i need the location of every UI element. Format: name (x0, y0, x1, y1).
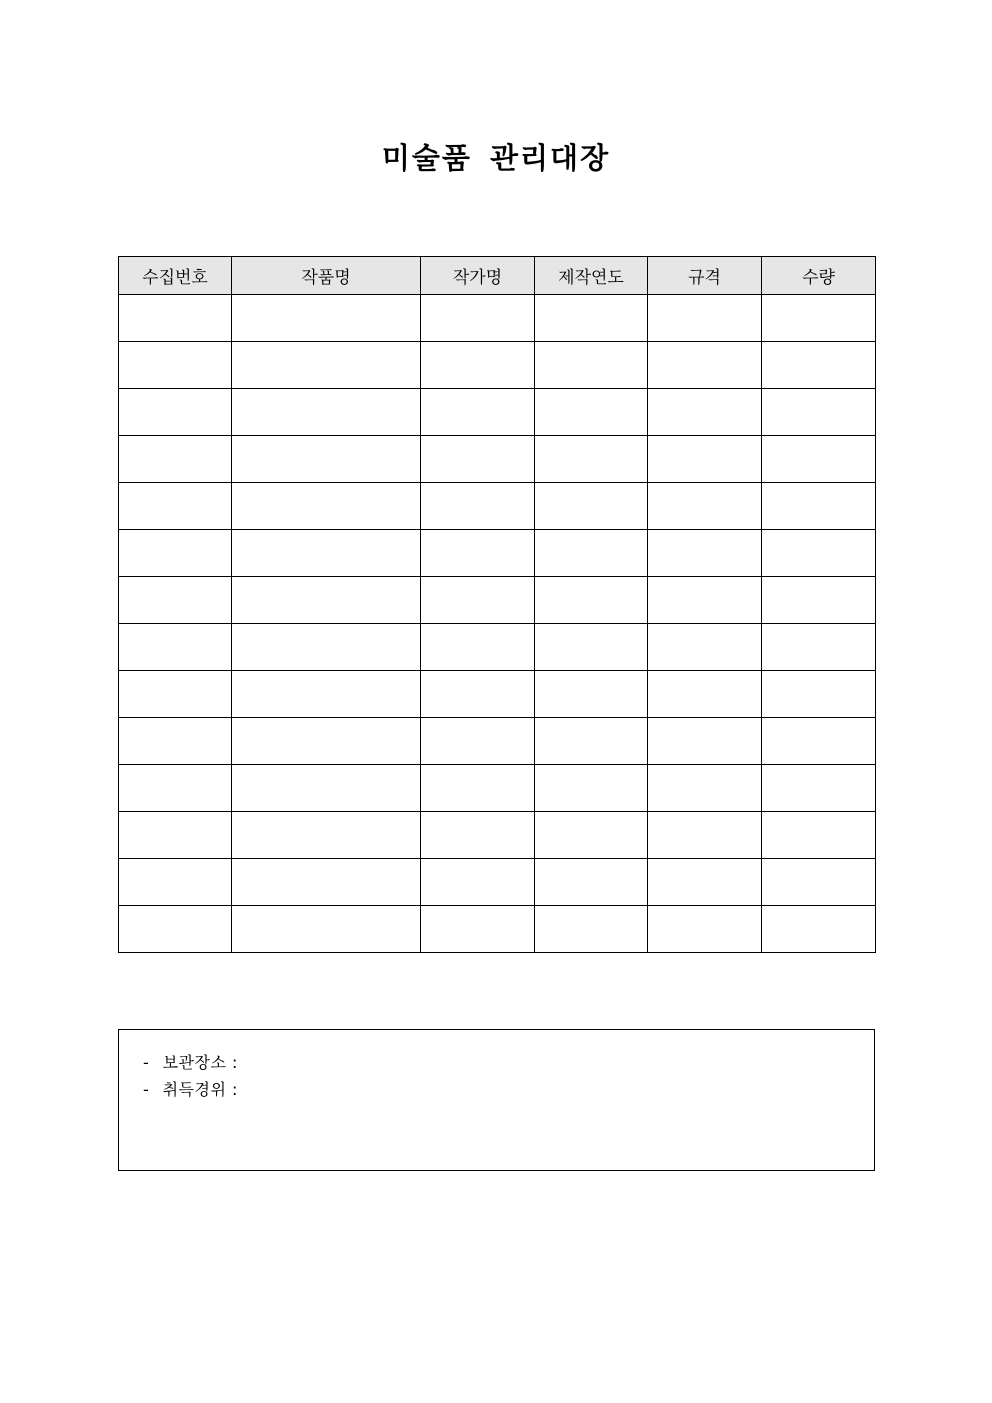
table-cell[interactable] (421, 765, 535, 812)
table-row (119, 577, 876, 624)
table-cell[interactable] (232, 906, 421, 953)
table-row (119, 859, 876, 906)
table-cell[interactable] (232, 624, 421, 671)
table-row (119, 389, 876, 436)
table-cell[interactable] (232, 577, 421, 624)
table-row (119, 295, 876, 342)
table-row (119, 483, 876, 530)
table-cell[interactable] (762, 577, 876, 624)
table-cell[interactable] (648, 295, 762, 342)
table-cell[interactable] (535, 483, 648, 530)
header-artist-name: 작가명 (421, 257, 535, 295)
table-cell[interactable] (535, 342, 648, 389)
table-cell[interactable] (232, 483, 421, 530)
table-cell[interactable] (232, 436, 421, 483)
table-cell[interactable] (535, 624, 648, 671)
table-cell[interactable] (648, 671, 762, 718)
table-cell[interactable] (648, 718, 762, 765)
table-cell[interactable] (535, 718, 648, 765)
table-cell[interactable] (535, 530, 648, 577)
table-cell[interactable] (119, 483, 232, 530)
table-cell[interactable] (421, 295, 535, 342)
table-cell[interactable] (535, 906, 648, 953)
bullet-dash: - (143, 1053, 150, 1072)
page-title: 미술품 관리대장 (381, 141, 611, 175)
table-cell[interactable] (119, 342, 232, 389)
table-cell[interactable] (762, 812, 876, 859)
table-cell[interactable] (648, 812, 762, 859)
table-cell[interactable] (762, 530, 876, 577)
table-cell[interactable] (535, 671, 648, 718)
table-cell[interactable] (421, 812, 535, 859)
table-cell[interactable] (648, 577, 762, 624)
table-cell[interactable] (535, 859, 648, 906)
table-cell[interactable] (421, 483, 535, 530)
table-cell[interactable] (232, 765, 421, 812)
table-cell[interactable] (648, 530, 762, 577)
table-cell[interactable] (535, 812, 648, 859)
table-row (119, 765, 876, 812)
table-cell[interactable] (762, 624, 876, 671)
table-row (119, 624, 876, 671)
table-cell[interactable] (232, 295, 421, 342)
header-artwork-name: 작품명 (232, 257, 421, 295)
table-cell[interactable] (535, 295, 648, 342)
table-cell[interactable] (119, 765, 232, 812)
table-cell[interactable] (421, 577, 535, 624)
table-cell[interactable] (762, 342, 876, 389)
table-cell[interactable] (232, 718, 421, 765)
table-row (119, 906, 876, 953)
art-ledger-table (118, 256, 876, 953)
table-cell[interactable] (421, 671, 535, 718)
table-cell[interactable] (648, 342, 762, 389)
table-row (119, 812, 876, 859)
table-cell[interactable] (119, 577, 232, 624)
table-cell[interactable] (421, 906, 535, 953)
table-cell[interactable] (232, 342, 421, 389)
notes-box (118, 1029, 875, 1171)
header-dimensions: 규격 (648, 257, 762, 295)
table-row (119, 718, 876, 765)
table-cell[interactable] (232, 859, 421, 906)
table-cell[interactable] (762, 859, 876, 906)
header-collection-number: 수집번호 (119, 257, 232, 295)
table-cell[interactable] (762, 436, 876, 483)
table-cell[interactable] (232, 671, 421, 718)
table-row (119, 436, 876, 483)
table-header-row (119, 257, 876, 295)
table-cell[interactable] (232, 812, 421, 859)
table-row (119, 671, 876, 718)
table-cell[interactable] (119, 436, 232, 483)
table-cell[interactable] (648, 765, 762, 812)
table-cell[interactable] (648, 624, 762, 671)
table-cell[interactable] (648, 483, 762, 530)
table-cell[interactable] (648, 859, 762, 906)
table-cell[interactable] (421, 624, 535, 671)
table-cell[interactable] (119, 812, 232, 859)
table-cell[interactable] (421, 718, 535, 765)
table-cell[interactable] (762, 671, 876, 718)
table-row (119, 342, 876, 389)
table-cell[interactable] (648, 436, 762, 483)
table-cell[interactable] (762, 906, 876, 953)
table-cell[interactable] (232, 389, 421, 436)
table-cell[interactable] (119, 295, 232, 342)
table-cell[interactable] (421, 342, 535, 389)
table-cell[interactable] (119, 859, 232, 906)
table-cell[interactable] (535, 765, 648, 812)
acquisition-history-label: 취득경위 : (162, 1080, 238, 1099)
table-cell[interactable] (119, 718, 232, 765)
table-cell[interactable] (421, 436, 535, 483)
table-cell[interactable] (762, 765, 876, 812)
table-cell[interactable] (535, 577, 648, 624)
storage-location-line (143, 1050, 238, 1073)
table-cell[interactable] (119, 906, 232, 953)
acquisition-history-line (143, 1077, 238, 1100)
table-cell[interactable] (232, 530, 421, 577)
table-cell[interactable] (119, 671, 232, 718)
table-cell[interactable] (535, 436, 648, 483)
table-cell[interactable] (421, 859, 535, 906)
table-body (119, 295, 876, 953)
table-cell[interactable] (762, 389, 876, 436)
storage-location-label: 보관장소 : (162, 1053, 238, 1072)
table-cell[interactable] (762, 483, 876, 530)
table-cell[interactable] (421, 530, 535, 577)
table-cell[interactable] (648, 906, 762, 953)
table-cell[interactable] (762, 718, 876, 765)
header-quantity: 수량 (762, 257, 876, 295)
table-cell[interactable] (535, 389, 648, 436)
table-cell[interactable] (648, 389, 762, 436)
table-cell[interactable] (119, 624, 232, 671)
table-row (119, 530, 876, 577)
table-cell[interactable] (119, 389, 232, 436)
table-cell[interactable] (762, 295, 876, 342)
table-cell[interactable] (421, 389, 535, 436)
header-production-year: 제작연도 (535, 257, 648, 295)
bullet-dash: - (143, 1080, 150, 1099)
table-cell[interactable] (119, 530, 232, 577)
